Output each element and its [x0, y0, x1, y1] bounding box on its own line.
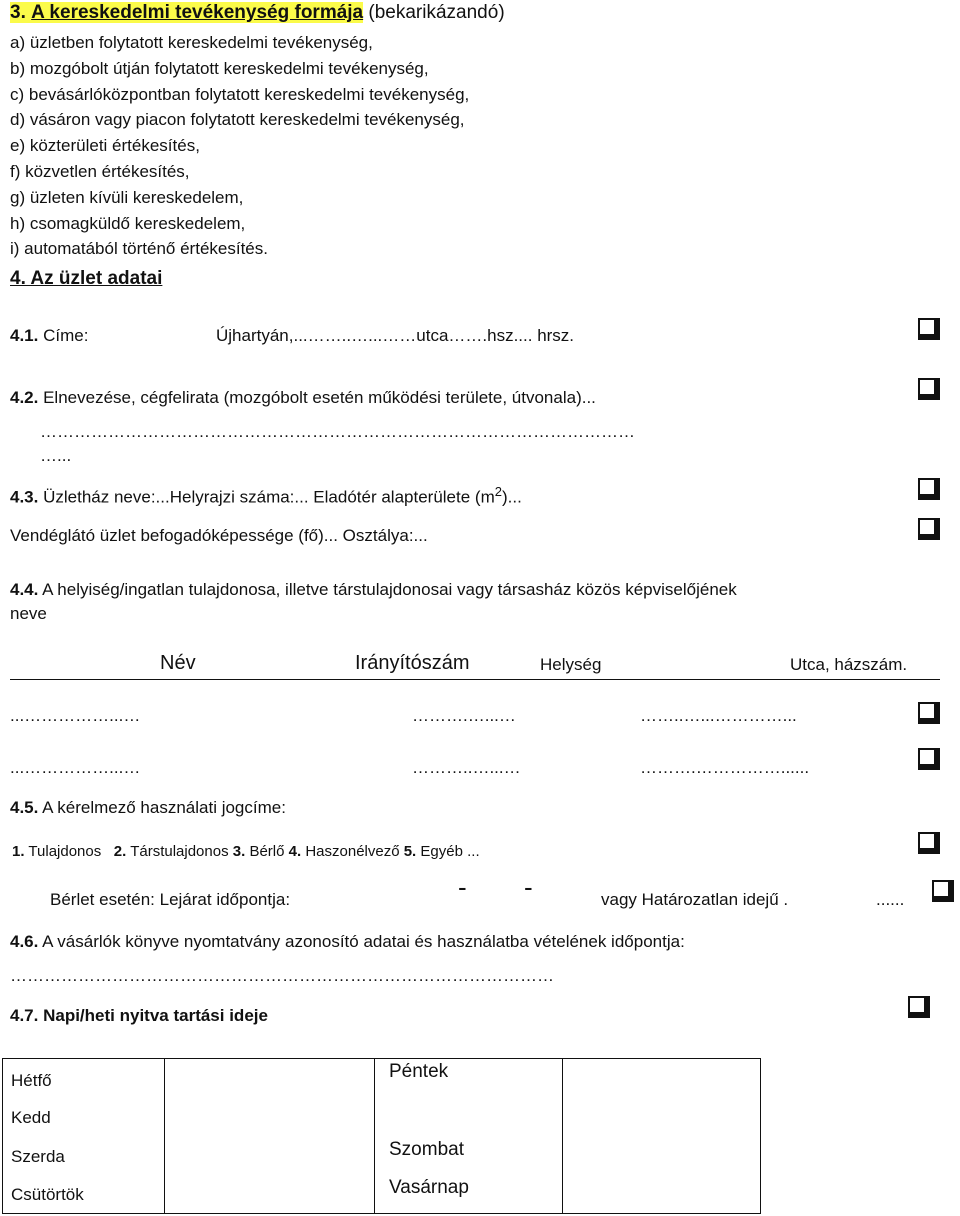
s43-checkbox-1[interactable] — [918, 478, 940, 500]
s41-number: 4.1. Címe: — [10, 326, 89, 345]
section4-title: 4. Az üzlet adatai — [10, 268, 163, 289]
option-tarstulajdonos[interactable]: 2. Társtulajdonos — [113, 843, 229, 860]
option-h[interactable]: h) csomagküldő kereskedelem, — [10, 213, 246, 233]
s47-title: 4.7. Napi/heti nyitva tartási ideje — [10, 1006, 268, 1025]
option-haszonelvezo[interactable]: 4. Haszonélvező — [288, 843, 400, 860]
owner2-checkbox[interactable] — [918, 748, 940, 770]
header-street: Utca, házszám. — [790, 655, 908, 674]
option-c[interactable]: c) bevásárlóközpontban folytatott kereskedelmi tevékenység, — [10, 84, 470, 104]
lease-checkbox[interactable] — [932, 880, 954, 902]
header-zip: Irányítószám — [355, 652, 470, 674]
section3-heading — [10, 2, 505, 24]
day-vasarnap: Vasárnap — [389, 1177, 469, 1198]
option-f[interactable]: f) közvetlen értékesítés, — [10, 161, 190, 181]
s41-address[interactable] — [216, 326, 574, 346]
lease-dash-2: - — [524, 872, 533, 902]
option-a[interactable]: a) üzletben folytatott kereskedelmi tevékenység, — [10, 33, 373, 52]
s42-checkbox[interactable] — [918, 378, 940, 400]
s45-options — [12, 843, 480, 860]
section3-options — [10, 30, 469, 262]
section3-number: 3. — [10, 2, 26, 23]
s45-line: 4.5. A kérelmező használati jogcíme: — [10, 798, 286, 817]
s43-checkbox-2[interactable] — [918, 518, 940, 540]
option-tulajdonos[interactable]: 1. Tulajdonos — [12, 843, 102, 860]
s44-line1: 4.4. A helyiség/ingatlan tulajdonosa, illetve társtulajdonosai vagy társasház közös képviselőjének — [10, 580, 737, 599]
day-szombat: Szombat — [389, 1139, 464, 1160]
option-i[interactable]: i) automatából történő értékesítés. — [10, 239, 268, 259]
s41-checkbox[interactable] — [918, 318, 940, 340]
day-hetfo: Hétfő — [11, 1071, 52, 1090]
option-b[interactable]: b) mozgóbolt útján folytatott kereskedelmi tevékenység, — [10, 58, 429, 78]
option-e[interactable]: e) közterületi értékesítés, — [10, 136, 200, 156]
day-kedd: Kedd — [11, 1108, 51, 1127]
owner1-checkbox[interactable] — [918, 702, 940, 724]
lease-label: Bérlet esetén: Lejárat időpontja: — [50, 890, 291, 909]
s46-line: 4.6. A vásárlók könyve nyomtatvány azonosító adatai és használatba vételének időpontja: — [10, 932, 685, 951]
section3-title: A kereskedelmi tevékenység formája — [31, 2, 364, 23]
s44-line2: neve — [10, 604, 47, 623]
s42-line: 4.2. Elnevezése, cégfelirata (mozgóbolt esetén működési területe, útvonala)... — [10, 388, 596, 407]
s46-dots[interactable]: …………………………………………………………………………………… — [10, 966, 554, 985]
section3-note: (bekarikázandó) — [368, 2, 505, 23]
s41-fill: ...……..…...……utca…….hsz.... hrsz. — [293, 326, 575, 345]
indefinite-dots: ...... — [876, 890, 905, 909]
s42-dots-2[interactable]: …... — [40, 446, 72, 465]
weekdays-label-cell — [3, 1059, 165, 1214]
s47-checkbox[interactable] — [908, 996, 930, 1018]
s42-dots-1[interactable]: …………………………………………………………………………………………… — [40, 422, 635, 441]
day-pentek: Péntek — [389, 1061, 449, 1082]
owner2-zip[interactable]: ………..…...… — [412, 758, 521, 777]
owner1-zip[interactable]: ……….…...… — [412, 706, 516, 725]
header-city: Helység — [540, 655, 602, 674]
s45-checkbox[interactable] — [918, 832, 940, 854]
indefinite-label[interactable]: vagy Határozatlan idejű . — [601, 890, 789, 909]
day-szerda: Szerda — [11, 1147, 65, 1166]
weekend-hours-cell[interactable] — [563, 1059, 761, 1214]
owner1-street[interactable]: ……..…...…………... — [640, 706, 797, 725]
s43-line2: Vendéglátó üzlet befogadóképessége (fő)... Osztálya:... — [10, 526, 428, 545]
day-csutortok: Csütörtök — [11, 1185, 84, 1204]
option-d[interactable]: d) vásáron vagy piacon folytatott kereskedelmi tevékenység, — [10, 110, 465, 130]
opening-hours-table — [2, 1058, 761, 1214]
s41-city: Újhartyán, — [216, 326, 294, 345]
owner2-name[interactable]: ...……………...… — [10, 758, 141, 777]
option-egyeb[interactable]: 5. Egyéb ... — [403, 843, 480, 860]
option-g[interactable]: g) üzleten kívüli kereskedelem, — [10, 187, 244, 207]
option-berlo[interactable]: 3. Bérlő — [232, 843, 285, 860]
weekend-label-cell — [375, 1059, 563, 1214]
owner2-street[interactable]: ……….……………...... — [640, 758, 810, 777]
owner1-name[interactable]: ...……………...… — [10, 706, 141, 725]
header-name: Név — [160, 652, 196, 674]
weekdays-hours-cell[interactable] — [165, 1059, 375, 1214]
lease-dash-1: - — [458, 872, 467, 902]
table-header-rule — [10, 679, 940, 680]
s43-line1: 4.3. Üzletház neve:...Helyrajzi száma:... Eladótér alapterülete $(m^2)$... — [10, 484, 522, 507]
